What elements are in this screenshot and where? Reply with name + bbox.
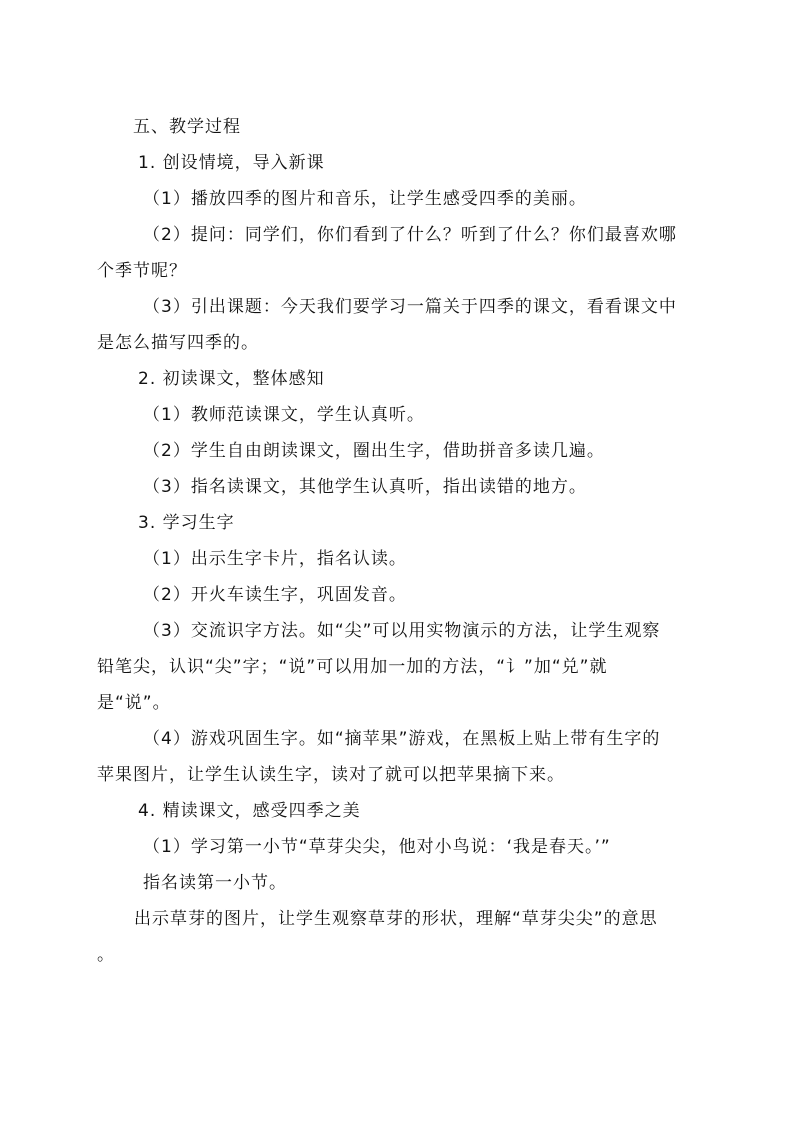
paragraph-line: 铅笔尖，认识“尖”字；“说”可以用加一加的方法，“讠”加“兑”就 [97, 657, 608, 677]
subsection-heading: 4. 精读课文，感受四季之美 [138, 801, 361, 821]
paragraph-line: （3）指名读课文，其他学生认真听，指出读错的地方。 [143, 477, 587, 497]
paragraph-line: 个季节呢？ [97, 261, 187, 281]
paragraph-line: （2）开火车读生字，巩固发音。 [143, 585, 407, 605]
paragraph-line: （2）学生自由朗读课文，圈出生字，借助拼音多读几遍。 [143, 441, 605, 461]
paragraph-line: （1）出示生字卡片，指名认读。 [143, 549, 407, 569]
paragraph-line: （1）教师范读课文，学生认真听。 [143, 405, 425, 425]
paragraph-line: 是怎么描写四季的。 [97, 333, 259, 353]
paragraph-line: 苹果图片，让学生认读生字，读对了就可以把苹果摘下来。 [97, 765, 565, 785]
paragraph-line: 是“说”。 [97, 693, 171, 713]
paragraph-line: （1）播放四季的图片和音乐，让学生感受四季的美丽。 [143, 189, 587, 209]
paragraph-line: （1）学习第一小节“草芽尖尖，他对小鸟说：‘我是春天。’” [143, 837, 611, 857]
subsection-heading: 3. 学习生字 [138, 513, 235, 533]
paragraph-line: 出示草芽的图片，让学生观察草芽的形状，理解“草芽尖尖”的意思 [134, 909, 658, 929]
subsection-heading: 1. 创设情境，导入新课 [138, 153, 325, 173]
subsection-heading: 2. 初读课文，整体感知 [138, 369, 325, 389]
paragraph-line: 指名读第一小节。 [143, 873, 287, 893]
paragraph-line: （3）交流识字方法。如“尖”可以用实物演示的方法，让学生观察 [143, 621, 661, 641]
paragraph-line: （2）提问：同学们，你们看到了什么？听到了什么？你们最喜欢哪 [143, 225, 677, 245]
paragraph-line: 。 [97, 945, 115, 965]
section-heading: 五、教学过程 [133, 117, 241, 137]
paragraph-line: （3）引出课题：今天我们要学习一篇关于四季的课文，看看课文中 [143, 297, 677, 317]
paragraph-line: （4）游戏巩固生字。如“摘苹果”游戏，在黑板上贴上带有生字的 [143, 729, 661, 749]
